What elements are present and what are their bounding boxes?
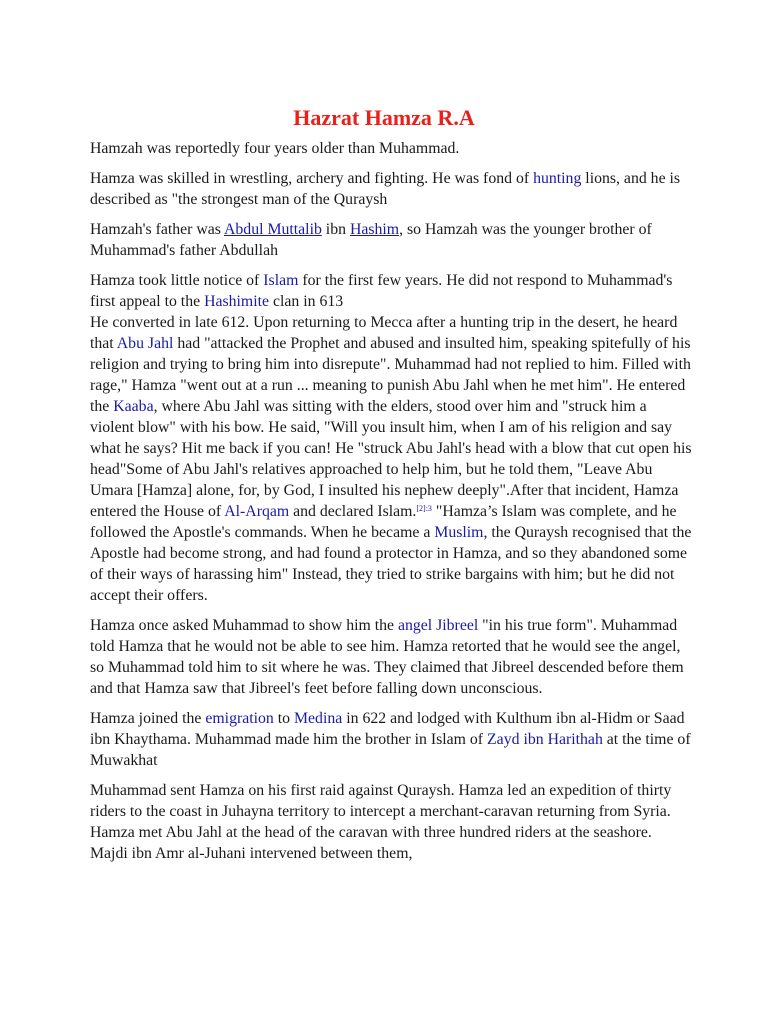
paragraph-skills [90, 168, 692, 210]
link-hashim[interactable]: Hashim [349, 221, 400, 238]
paragraph-angel [90, 615, 692, 699]
link-muslim[interactable]: Muslim [434, 524, 484, 541]
text-run: at the time of Muwakhat [90, 731, 691, 769]
link-zayd-ibn-harithah[interactable]: Zayd ibn Harithah [487, 731, 603, 748]
page-title: Hazrat Hamza R.A [293, 105, 475, 130]
text-run: , so Hamzah was the younger brother of Muhammad's father Abdullah [90, 221, 652, 259]
link-abdul-muttalib[interactable]: Abdul Muttalib [224, 221, 322, 238]
text-run: to [273, 710, 294, 727]
paragraph-emigration [90, 708, 692, 771]
text-run: lions, and he is described as "the strongest man of the Quraysh [90, 170, 681, 208]
text-run: for the first few years. He did not respond to Muhammad's first appeal to the [90, 272, 673, 310]
text-run: He converted in late 612. Upon returning to Mecca after a hunting trip in the desert, he heard that [90, 314, 678, 352]
text-run: Hamza took little notice of [90, 272, 264, 289]
citation-superscript[interactable]: [2]:3 [416, 504, 432, 513]
text-run: Hamza was skilled in wrestling, archery and fighting. He was fond of [90, 170, 534, 187]
link-abu-jahl[interactable]: Abu Jahl [116, 335, 174, 352]
link-hunting[interactable]: hunting [533, 170, 582, 187]
text-run: "Hamza’s Islam was complete, and he followed the Apostle's commands. When he became a [90, 503, 677, 541]
paragraph-father [90, 219, 692, 261]
link-medina[interactable]: Medina [294, 710, 343, 727]
text-run: "in his true form". Muhammad told Hamza that he would not be able to see him. Hamza retorted that he would see the angel, so Muhammad told him to sit where he was. They claimed that Jibreel descended before them and that Hamza saw that Jibreel's feet before falling down unconscious. [90, 617, 684, 697]
text-run: clan in 613 [269, 293, 344, 310]
link-kaaba[interactable]: Kaaba [113, 398, 154, 415]
link-angel-jibreel[interactable]: angel Jibreel [397, 617, 479, 634]
text-run: Hamza once asked Muhammad to show him the [90, 617, 398, 634]
paragraph-conversion [90, 270, 692, 606]
link-al-arqam[interactable]: Al-Arqam [224, 503, 290, 520]
text-run: , where Abu Jahl was sitting with the elders, stood over him and "struck him a violent blow" with his bow. He said, "Will you insult him, when I am of his religion and say what he says? Hit me back if you can! He "struck Abu Jahl's head with a blow that cut open his head"Some of Abu Jahl's relatives approached to help him, but he told them, "Leave Abu Umara [Hamza] alone, for, by God, I insulted his nephew deeply".After that incident, Hamza entered the House of [90, 398, 692, 520]
link-islam[interactable]: Islam [263, 272, 299, 289]
text-run: ibn [321, 221, 350, 238]
text-run: , the Quraysh recognised that the Apostle had become strong, and had found a protector in Hamza, and so they abandoned some of their ways of harassing him" Instead, they tried to strike bargains with him; but he did not accept their offers. [90, 524, 692, 604]
paragraph-raid: Muhammad sent Hamza on his first raid against Quraysh. Hamza led an expedition of thirty riders to the coast in Juhayna territory to intercept a merchant-caravan returning from Syria. Hamza met Abu Jahl at the head of the caravan with three hundred riders at the seashore. Majdi ibn Amr al-Juhani intervened between them, [90, 782, 672, 862]
document-body [90, 138, 692, 873]
text-run: in 622 and lodged with Kulthum ibn al-Hidm or Saad ibn Khaythama. Muhammad made him the brother in Islam of [90, 710, 685, 748]
text-run: Hamza joined the [90, 710, 206, 727]
text-run: had "attacked the Prophet and abused and insulted him, speaking spitefully of his religion and trying to bring him into disrepute". Muhammad had not replied to him. Filled with rage," Hamza "went out at a run ... meaning to punish Abu Jahl when he met him". He entered the [90, 335, 691, 415]
text-run: and declared Islam. [289, 503, 417, 520]
link-hashimite[interactable]: Hashimite [204, 293, 269, 310]
paragraph-age: Hamzah was reportedly four years older than Muhammad. [90, 140, 460, 157]
link-emigration[interactable]: emigration [205, 710, 274, 727]
text-run: Hamzah's father was [90, 221, 224, 238]
